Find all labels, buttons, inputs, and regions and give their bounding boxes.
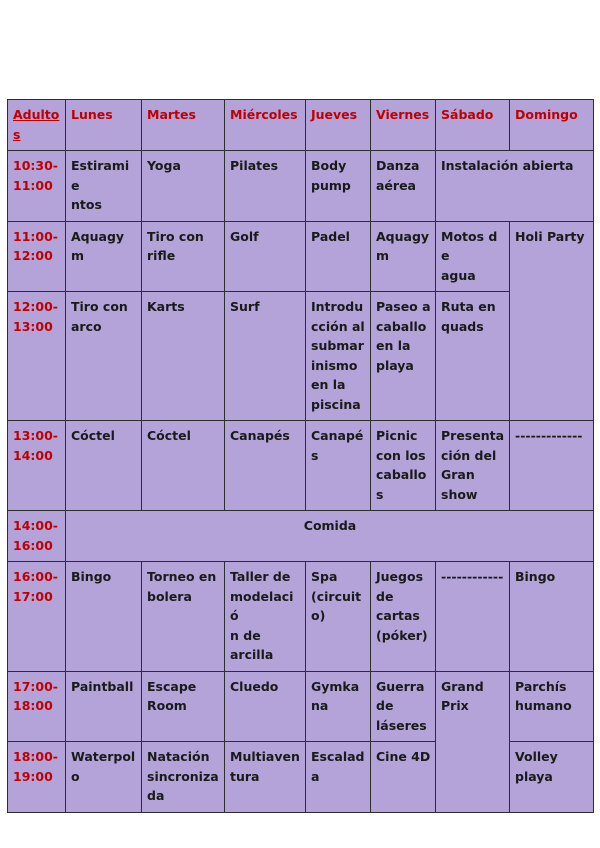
activity-cell: Aquagy m xyxy=(371,221,436,292)
time-cell: 10:30- 11:00 xyxy=(8,151,66,222)
activity-cell: Bingo xyxy=(66,562,142,672)
activity-cell-grand-prix: Grand Prix xyxy=(436,671,510,812)
activity-cell: Waterpol o xyxy=(66,742,142,813)
activity-cell: Body pump xyxy=(306,151,371,222)
activity-cell: Karts xyxy=(142,292,225,421)
activity-cell: Bingo xyxy=(510,562,594,672)
time-cell: 12:00- 13:00 xyxy=(8,292,66,421)
activity-cell: ------------- xyxy=(510,421,594,511)
header-row xyxy=(8,100,594,151)
time-cell: 18:00- 19:00 xyxy=(8,742,66,813)
activity-cell: Aquagym xyxy=(66,221,142,292)
activity-cell-comida: Comida xyxy=(66,511,594,562)
activity-cell: Yoga xyxy=(142,151,225,222)
table-row xyxy=(8,562,594,672)
activity-cell: Surf xyxy=(225,292,306,421)
time-cell: 17:00- 18:00 xyxy=(8,671,66,742)
activity-cell: Cóctel xyxy=(66,421,142,511)
activity-cell: Introdu cción al submar inismo en la piscina xyxy=(306,292,371,421)
activity-cell: Torneo en bolera xyxy=(142,562,225,672)
activity-cell: Estiramie ntos xyxy=(66,151,142,222)
activity-cell: Spa (circuit o) xyxy=(306,562,371,672)
activity-cell: Motos de agua xyxy=(436,221,510,292)
time-cell: 14:00- 16:00 xyxy=(8,511,66,562)
activity-cell: Multiaven tura xyxy=(225,742,306,813)
activity-cell: Pilates xyxy=(225,151,306,222)
activity-cell: Golf xyxy=(225,221,306,292)
day-header-domingo: Domingo xyxy=(510,100,594,151)
time-cell: 16:00- 17:00 xyxy=(8,562,66,672)
activity-cell: Padel xyxy=(306,221,371,292)
day-header-miercoles: Miércoles xyxy=(225,100,306,151)
day-header-jueves: Jueves xyxy=(306,100,371,151)
activity-cell: Juegos de cartas (póker) xyxy=(371,562,436,672)
activity-cell: Gymka na xyxy=(306,671,371,742)
schedule-table xyxy=(7,99,594,813)
day-header-viernes: Viernes xyxy=(371,100,436,151)
activity-cell: Guerra de láseres xyxy=(371,671,436,742)
activity-cell: Ruta en quads xyxy=(436,292,510,421)
activity-cell: Canapé s xyxy=(306,421,371,511)
table-row xyxy=(8,671,594,742)
activity-cell: Escape Room xyxy=(142,671,225,742)
day-header-lunes: Lunes xyxy=(66,100,142,151)
activity-cell: Parchís humano xyxy=(510,671,594,742)
activity-cell: Cóctel xyxy=(142,421,225,511)
activity-cell: ------------ xyxy=(436,562,510,672)
activity-cell: Cine 4D xyxy=(371,742,436,813)
time-cell: 11:00- 12:00 xyxy=(8,221,66,292)
activity-cell: Paseo a caballo en la playa xyxy=(371,292,436,421)
activity-cell: Cluedo xyxy=(225,671,306,742)
activity-cell: Taller de modelació n de arcilla xyxy=(225,562,306,672)
table-row xyxy=(8,421,594,511)
activity-cell: Presenta ción del Gran show xyxy=(436,421,510,511)
activity-cell-weekend: Instalación abierta xyxy=(436,151,594,222)
activity-cell: Canapés xyxy=(225,421,306,511)
activity-cell: Paintball xyxy=(66,671,142,742)
activity-cell: Escalad a xyxy=(306,742,371,813)
activity-cell: Tiro con rifle xyxy=(142,221,225,292)
time-cell: 13:00- 14:00 xyxy=(8,421,66,511)
table-row xyxy=(8,292,594,421)
table-row xyxy=(8,511,594,562)
activity-cell: Picnic con los caballo s xyxy=(371,421,436,511)
table-row xyxy=(8,221,594,292)
table-row xyxy=(8,151,594,222)
activity-cell-holi-party: Holi Party xyxy=(510,221,594,421)
corner-cell-adultos: Adultos xyxy=(8,100,66,151)
activity-cell: Tiro con arco xyxy=(66,292,142,421)
day-header-martes: Martes xyxy=(142,100,225,151)
activity-cell: Danza aérea xyxy=(371,151,436,222)
day-header-sabado: Sábado xyxy=(436,100,510,151)
activity-cell: Natación sincroniza da xyxy=(142,742,225,813)
activity-cell: Volley playa xyxy=(510,742,594,813)
